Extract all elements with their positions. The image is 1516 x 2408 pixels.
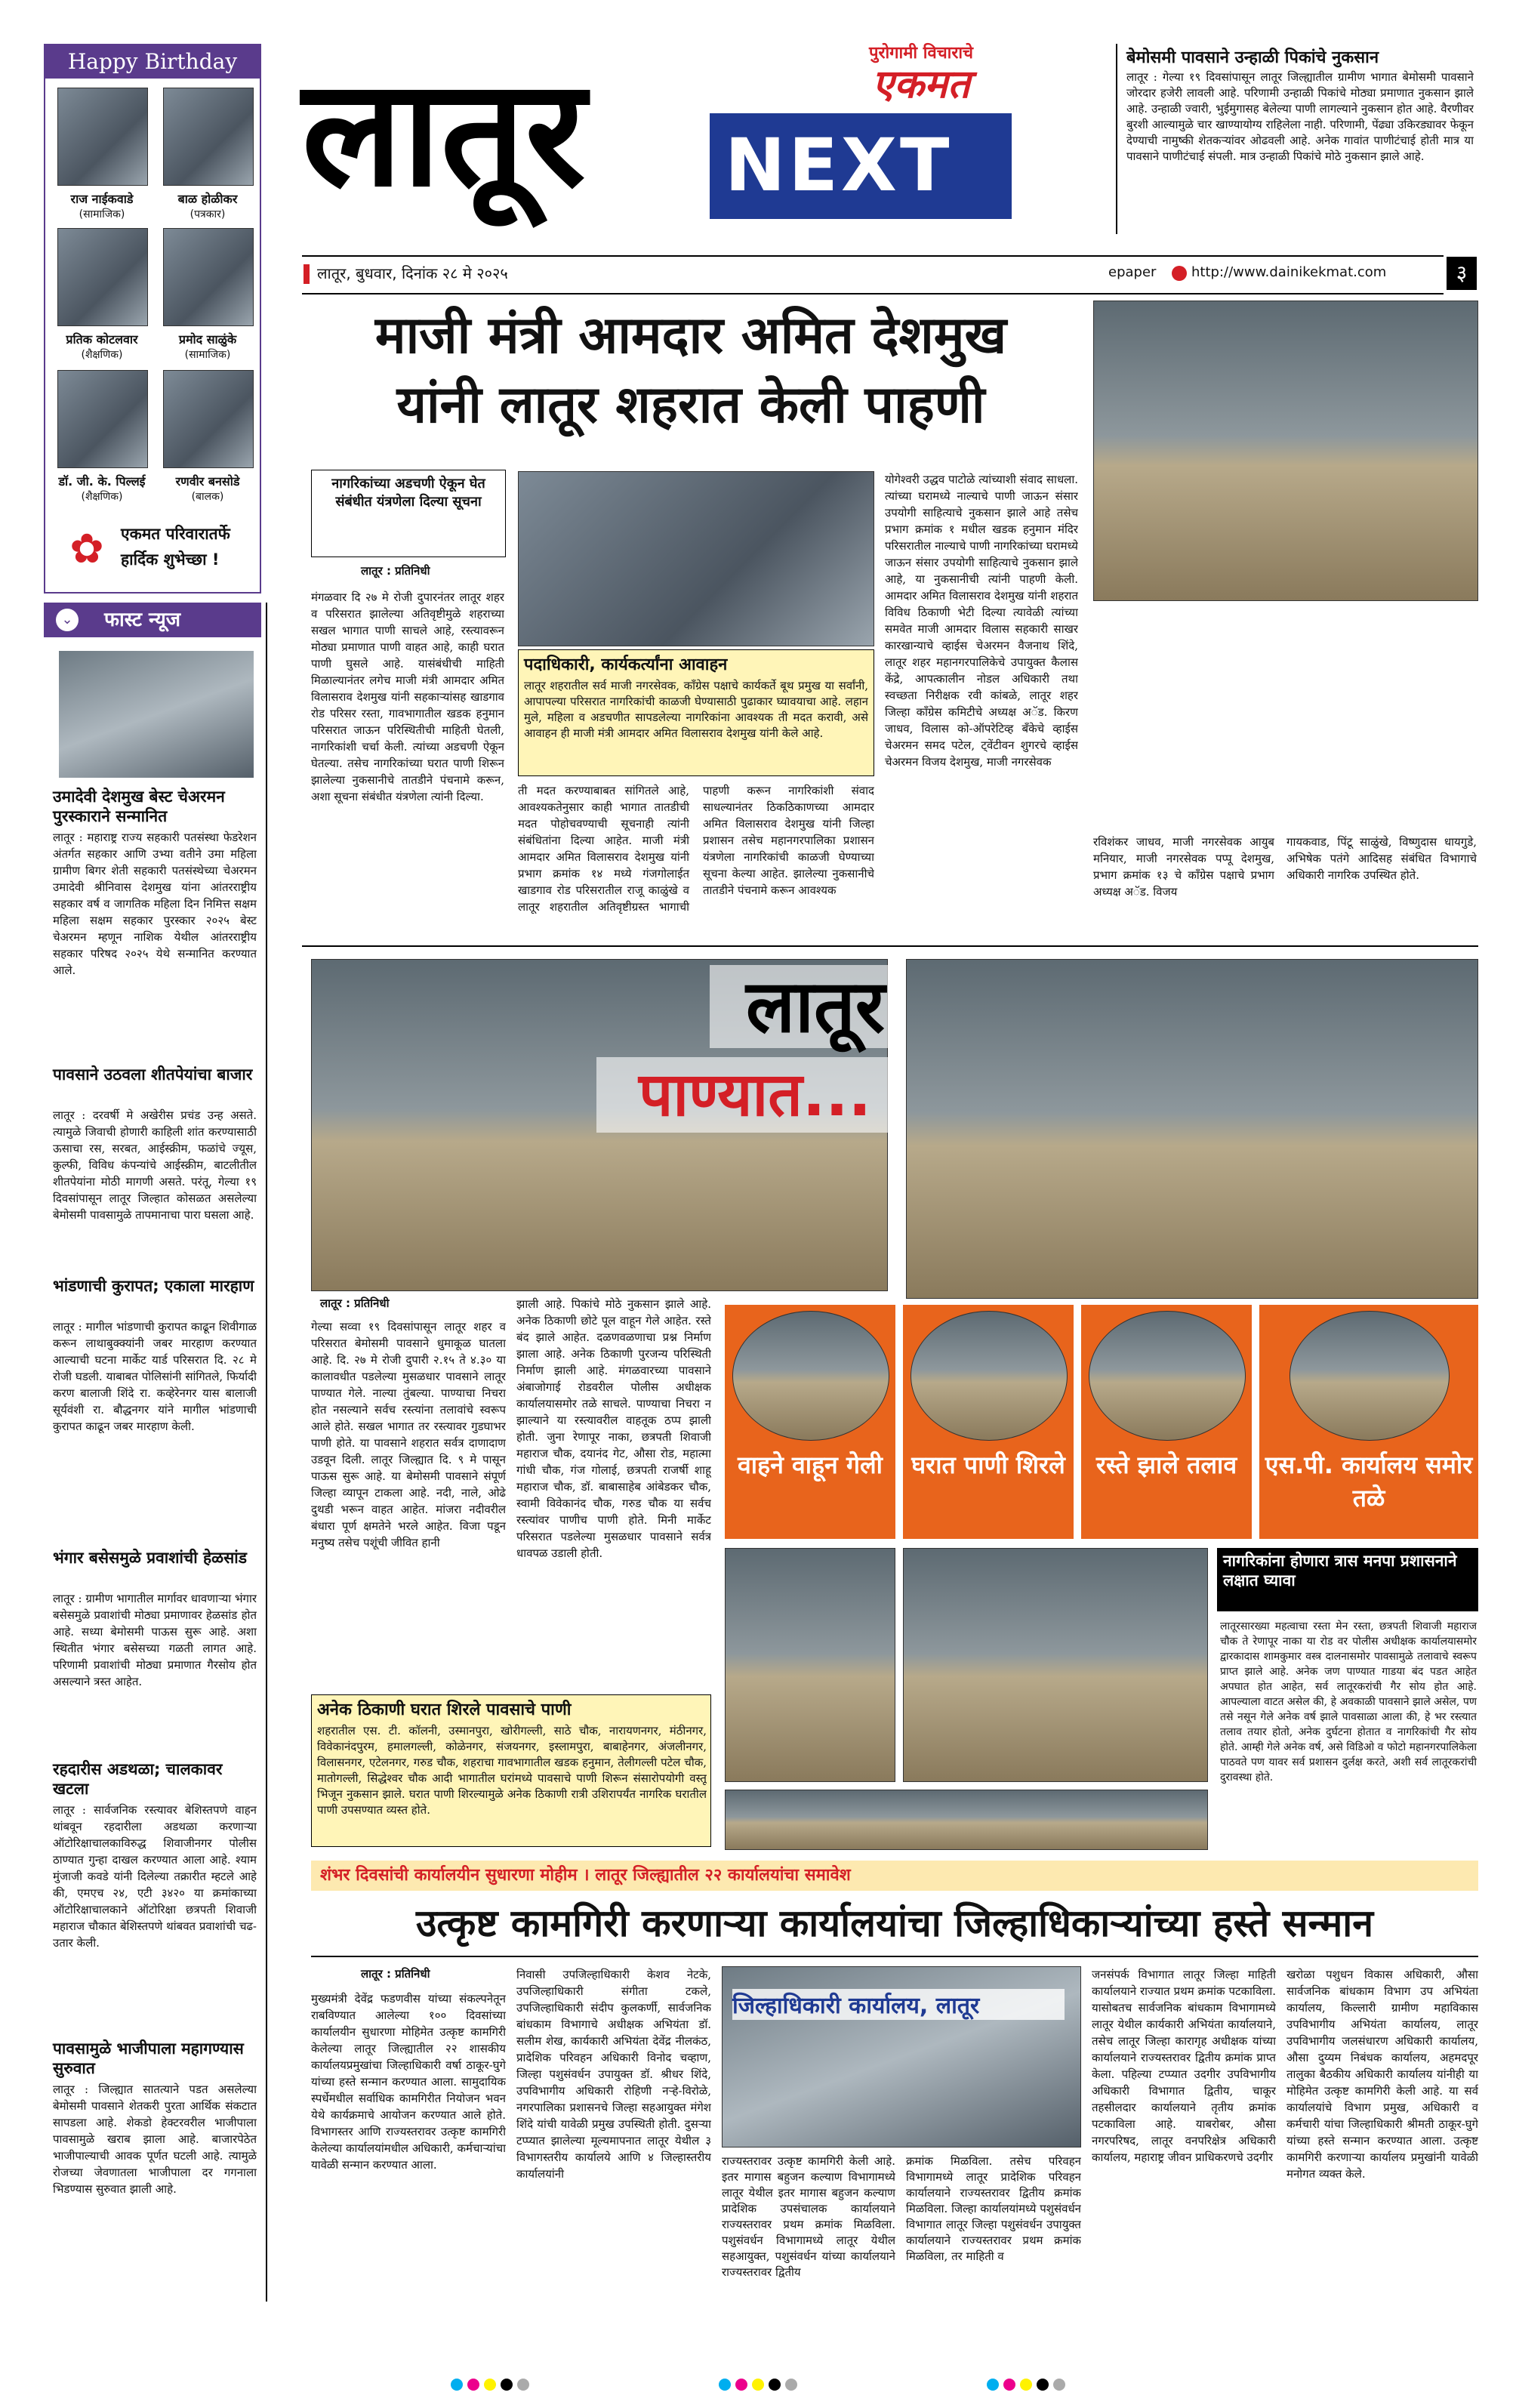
flood-photo-road <box>725 1790 1208 1850</box>
news-headline: भांडणाची कुरापत; एकाला मारहाण <box>53 1277 254 1295</box>
globe-icon <box>1172 266 1187 281</box>
appeal-headline: पदाधिकारी, कार्यकर्त्यांना आवाहन <box>524 655 728 674</box>
campaign-col2: निवासी उपजिल्हाधिकारी केशव नेटके, उपजिल्हाधिकारी संगीता टकले, उपजिल्हाधिकारी संदीप कुलकर्णी, सार्वजनिक बांधकाम विभागाचे अधीक्षक अभियंता डॉ. सलीम शेख, कार्यकारी अभियंता देवेंद्र नीलकंठ, प्रादेशिक परिवहन अधिकारी विनोद चव्हाण, जिल्हा पशुसंवर्धन उपायुक्त डॉ. श्रीधर शिंदे, उपविभागीय अधिकारी रोहिणी नऱ्हे-विरोळे, नगरपालिका प्रशासनचे जिल्हा सहआयुक्त मंगेश शिंदे यांची यावेळी प्रमुख उपस्थिती होती. दुसऱ्या टप्प्यात झालेल्या मूल्यमापनात लातूर येथील ३ विभागस्तरीय कार्यालये आणि ४ जिल्हास्तरीय कार्यालयांनी <box>516 1968 711 2181</box>
person-role: (बालक) <box>191 491 224 503</box>
houses-body: शहरातील एस. टी. कॉलनी, उस्मानपुरा, खोरीगल्ली, साठे चौक, नारायणनगर, मंठीनगर, विवेकानंदपुरम, हमालगल्ली, कोळेनगर, संजयनगर, इस्लामपुरा, बाबाहेनगर, अंजलीनगर, विलासनगर, एटेलनगर, गरुड चौक, शहराचा गावभागातील खडक हनुमान, तेलीगल्ली पटेल चौक, मातोगल्ली, सिद्धेश्वर चौक आदी भागातील घरांमध्ये पावसाचे पाणी शिरून संसारोपयोगी वस्तू भिजून नुकसान झाले. घरात पाणी शिरल्यामुळे अनेक ठिकाणी रात्री उशिरापर्यंत नागरिक घरातील पाणी उपसण्यात व्यस्त होते. <box>317 1724 707 1817</box>
avatar <box>163 228 254 326</box>
campaign-kicker <box>311 1861 1478 1891</box>
person-name: डॉ. जी. के. पिल्लई <box>58 474 146 489</box>
lead-col5: गायकवाड, पिंटू साळुंखे, विष्णुदास धायगुडे, अभिषेक पतंगे आदिसह संबंधित विभागाचे अधिकारी नागरिक उपस्थित होते. <box>1286 835 1477 882</box>
lead-byline: लातूर : प्रतिनिधी <box>361 564 430 578</box>
news-body: लातूर : जिल्ह्यात सातत्याने पडत असलेल्या बेमोसमी पावसाने शेतकरी पुरता आर्थिक संकटात सापडला आहे. शेकडो हेक्टरवरील भाजीपाला पावसामुळे खराब झाला आहे. बाजारपेठेत भाजीपाल्याची आवक पूर्णत घटली आहे. त्यामुळे रोजच्या जेवणातला भाजीपाला दर गगनाला भिडण्यास सुरुवात झाली आहे. <box>53 2083 257 2196</box>
citizens-body: लातूरसारख्या महत्वाचा रस्ता मेन रस्ता, छत्रपती शिवाजी महाराज चौक ते रेणापूर नाका या रोड वर पोलीस अधीक्षक कार्यालयासमोर द्वारकादास शामकुमार वस्त्र दालनासमोर पावसामुळे तलावाचे स्वरूप प्राप्त झाले आहे. अनेक जण पाण्यात गाडया बंद पडत आहेत अपघात होत आहेत, सर्व लातूरकरांची गैर सोय होत आहे. आपल्याला वाटत असेल की, हे अवकाळी पावसाने झाले असेल, पण तसे नसून गेले अनेक वर्ष झाले पावसाळा आला की, हे भर रस्त्यात तलाव तयार होतो, अनेक दुर्घटना होतात व नागरिकांची गैर सोय होते. आम्ही गेले अनेक वर्ष, असे विडिओ व फोटो महानगरपालिकेला पाठवते पण यावर सर्व प्रशासन दुर्लक्ष करते, अशी सर्व लातूरकरांची दुरावस्था होते. <box>1220 1620 1477 1784</box>
person-name: रणवीर बनसोडे <box>175 474 240 489</box>
avatar <box>57 228 148 326</box>
lead-headline-line2: यांनी लातूर शहरात केली पाहणी <box>396 375 985 435</box>
site-url[interactable]: http://www.dainikekmat.com <box>1191 264 1387 280</box>
lead-subhead <box>311 470 506 557</box>
tile-label: रस्ते झाले तलाव <box>1095 1451 1237 1479</box>
fast-news-label: फास्ट न्यूज <box>104 609 181 631</box>
tile-label: एस.पी. कार्यालय समोर तळे <box>1265 1451 1473 1512</box>
flood-byline: लातूर : प्रतिनिधी <box>320 1296 390 1310</box>
dateline-rule <box>302 255 1444 257</box>
fast-news-bar <box>44 603 261 637</box>
avatar <box>57 370 148 468</box>
campaign-col5: जनसंपर्क विभागात लातूर जिल्हा माहिती कार्यालयाने राज्यात प्रथम क्रमांक पटकाविला. यासोबतच सार्वजनिक बांधकाम विभागामध्ये लातूर येथील कार्यकारी अभियंता कार्यालयाने, तसेच लातूर जिल्हा कारागृह अधीक्षक यांच्या कार्यालयाने राज्यस्तरावर द्वितीय क्रमांक प्राप्त केला. पहिल्या टप्प्यात उदगीर उपविभागीय अधिकारी विभागात द्वितीय, चाकूर तहसीलदार कार्यालयाने तृतीय क्रमांक पटकाविला आहे. याबरोबर, औसा नगरपरिषद, लातूर वनपरिक्षेत्र अधिकारी कार्यालय, महाराष्ट्र जीवन प्राधिकरणचे उदगीर <box>1092 1968 1276 2164</box>
lead-col2: ती मदत करण्याबाबत सांगितले आहे, आवश्यकतेनुसार काही भागात तातडीची मदत पोहोचवण्याची सूचनाही त्यांनी संबंधितांना दिल्या आहेत. माजी मंत्री आमदार अमित विलासराव देशमुख यांनी प्रभाग क्रमांक १४ मध्ये गंजगोलाईत खाडगाव रोड परिसरातील राजू काळुंखे व लातूर शहरातील अतिवृष्टीग्रस्त भागाची पाहणी करून नागरिकांशी संवाद साधल्यानंतर ठिकठिकाणच्या आमदार अमित विलासराव देशमुख यांनी जिल्हा प्रशासन तसेच महानगरपालिका प्रशासन यंत्रणेला नागरिकांची काळजी घेण्याच्या सूचना केल्या आहेत. झालेल्या नुकसानीचे तातडीने पंचनामे करून आवश्यक <box>518 784 874 914</box>
person-name: प्रमोद साळुंके <box>178 332 237 347</box>
tile-label: घरात पाणी शिरले <box>911 1451 1065 1479</box>
lead-col1: मंगळवार दि २७ मे रोजी दुपारनंतर लातूर शहर व परिसरात झालेल्या अतिवृष्टीमुळे शहराच्या सखल भागात पाणी साचले आहे, रस्त्यावरून मोठ्या प्रमाणात पाणी वाहत आहे, काही घरात पाणी घुसले आहे. यासंबंधीची माहिती मिळाल्यानंतर लगेच माजी मंत्री आमदार अमित विलासराव देशमुख यांनी सहकाऱ्यांसह खाडगाव रोड परिसर रस्ता, गावभागातील खडक हनुमान परिसरात जाऊन परिस्थितीची माहिती घेतली, नागरिकांशी चर्चा केली. त्यांच्या अडचणी ऐकून घेतल्या. तसेच नागरिकांच्या घरात पाणी शिरून झालेल्या नुकसानीचे तातडीने पंचनामे करून, अशा सूचना संबंधीत यंत्रणेला त्यांनी दिल्या. <box>311 590 504 803</box>
campaign-kicker-text: शंभर दिवसांची कार्यालयीन सुधारणा मोहीम । लातूर जिल्ह्यातील २२ कार्यालयांचा समावेश <box>320 1866 851 1885</box>
campaign-col3: राज्यस्तरावर उत्कृष्ट कामगिरी केली आहे. इतर मागास बहुजन कल्याण विभागामध्ये लातूर येथील इतर मागास बहुजन कल्याण प्रादेशिक उपसंचालक कार्यालयाने राज्यस्तरावर प्रथम क्रमांक मिळविला. पशुसंवर्धन विभागामध्ये लातूर येथील सहआयुक्त, पशुसंवर्धन यांच्या कार्यालयाने राज्यस्तरावर द्वितीय <box>722 2154 895 2279</box>
flood-col2: झाली आहे. पिकांचे मोठे नुकसान झाले आहे. अनेक ठिकाणी छोटे पूल वाहून गेले आहेत. रस्ते बंद झाले आहेत. दळणवळणाचा प्रश्न निर्माण झाला आहे. अनेक ठिकाणी पुरजन्य परिस्थिती निर्माण झाली आहे. मंगळवारच्या पावसाने अंबाजोगाई रोडवरील पोलीस अधीक्षक कार्यालयासमोर तळे साचले. पाण्याचा निचरा न झाल्याने या रस्त्यावरील वाहतूक ठप्प झाली होती. जुना रेणापूर नाका, छत्रपती शिवाजी महाराज चौक, दयानंद गेट, औसा रोड, महात्मा गांधी चौक, गंज गोलाई, छत्रपती राजर्षी शाहू महाराज चौक, डॉ. बाबासाहेब आंबेडकर चौक, स्वामी विवेकानंद चौक, गरुड चौक या सर्वच रस्त्यांवर पाणीच पाणी होते. मिनी मार्केट परिसरात पडलेल्या मुसळधार पावसाने सर्वत्र धावपळ उडाली होती. <box>516 1297 711 1560</box>
campaign-col6: खरोळा पशुधन विकास अधिकारी, औसा सार्वजनिक बांधकाम विभाग उप अभियंता कार्यालय, किल्लारी ग्रामीण महाविकास उपविभागीय अभियंता कार्यालय, लातूर उपविभागीय जलसंधारण अधिकारी कार्यालय, औसा दुय्यम निबंधक कार्यालय, अहमदपूर तालुका बैठकीय अधिकारी कार्यालय यांनीही या मोहिमेत उत्कृष्ट कामगिरी केली आहे. या सर्व कार्यालयांचे विभाग प्रमुख, अधिकारी व कर्मचारी यांचा जिल्हाधिकारी श्रीमती ठाकूर-घुगे यांच्या हस्ते सन्मान करण्यात आला. उत्कृष्ट कामगिरी करणाऱ्या कार्यालय प्रमुखांनी यावेळी मनोगत व्यक्त केले. <box>1286 1968 1478 2181</box>
news-body: लातूर : ग्रामीण भागातील मार्गावर धावणाऱ्या भंगार बसेसमुळे प्रवाशांची मोठ्या प्रमाणावर हेळसांड होत आहे. सध्या बेमोसमी पाऊस सुरू आहे. अशा स्थितीत भंगार बसेसच्या गळती लागत आहे. परिणामी प्रवाशांची मोठ्या प्रमाणात गैरसोय होत असल्याने त्रस्त आहेत. <box>53 1592 257 1688</box>
person-role: (शैक्षणिक) <box>81 349 123 361</box>
campaign-headline: उत्कृष्ट कामगिरी करणाऱ्या कार्यालयांचा जिल्हाधिकाऱ्यांच्या हस्ते सन्मान <box>416 1901 1373 1945</box>
wishes-text: एकमत परिवारातर्फे हार्दिक शुभेच्छा ! <box>121 525 230 569</box>
tile-photo <box>911 1311 1068 1441</box>
flower-icon: ✿ <box>69 525 104 572</box>
flood-title-line2: पाण्यात... <box>596 1057 914 1133</box>
lead-col4: रविशंकर जाधव, माजी नगरसेवक आयुब मनियार, माजी नगरसेवक पप्पू देशमुख, प्रभाग क्रमांक १३ चे काँग्रेस पक्षाचे प्रभाग अध्यक्ष अॅड. विजय <box>1093 835 1274 899</box>
flood-col1: गेल्या सव्वा १९ दिवसांपासून लातूर शहर व परिसरात बेमोसमी पावसाने धुमाकूळ घातला आहे. दि. २७ मे रोजी दुपारी २.१५ ते ४.३० या कालावधीत पडलेल्या मुसळधार पावसाने लातूर पाण्यात गेले. नाल्या तुंबल्या. पाण्याचा निचरा होत नसल्याने सर्वच रस्त्यांना तलावांचे स्वरूप आले होते. सखल भागात तर रस्त्यावर गुडघाभर पाणी होते. या पावसाने शहरात सर्वत्र दाणादाण उडवून दिली. लातूर जिल्ह्यात दि. ९ मे पासून पाऊस सुरू आहे. या बेमोसमी पावसाने संपूर्ण जिल्हा व्यापून टाकला आहे. नदी, नाले, ओढे दुथडी भरून वाहत आहेत. मांजरा नदीवरील बंधारा पूर्ण क्षमतेने भरले आहेत. विजा पडून मनुष्य तसेच पशूंची जीवित हानी <box>311 1320 506 1549</box>
tagline: पुरोगामी विचाराचे <box>868 44 974 63</box>
chevron-down-icon: ⌄ <box>56 609 79 631</box>
flood-photo-traffic <box>725 1548 895 1782</box>
news-headline: पावसाने उठवला शीतपेयांचा बाजार <box>53 1065 253 1084</box>
dateline-rule-bottom <box>302 293 1444 294</box>
news-photo <box>59 651 254 778</box>
campaign-col1: मुख्यमंत्री देवेंद्र फडणवीस यांच्या संकल्पनेतून राबविण्यात आलेल्या १०० दिवसांच्या कार्यालयीन सुधारणा मोहिमेत उत्कृष्ट कामगिरी केलेल्या लातूर जिल्ह्यातील २२ शासकीय कार्यालयप्रमुखांचा जिल्हाधिकारी वर्षा ठाकूर-घुगे यांच्या हस्ते सन्मान करण्यात आला. सामुदायिक स्पर्धेमधील सर्वाधिक कामगिरीत नियोजन भवन येथे कार्यक्रमाचे आयोजन करण्यात आले होते. विभागस्तर आणि राज्यस्तरावर उत्कृष्ट कामगिरी केलेल्या कार्यालयांमधील अधिकारी, कर्मचाऱ्यांचा यावेळी सन्मान करण्यात आला. <box>311 1992 506 2172</box>
citizens-headline: नागरिकांना होणारा त्रास मनपा प्रशासनाने लक्षात घ्यावा <box>1223 1552 1457 1589</box>
next-logo-text: NEXT <box>725 123 953 208</box>
column-divider <box>266 603 267 2302</box>
registration-marks <box>0 2379 1516 2401</box>
flood-title-line1: लातूर <box>710 965 921 1048</box>
news-body: लातूर : मागील भांडणाची कुरापत काढून शिवीगाळ करून लाथाबुक्क्यांनी जबर मारहाण करण्यात आल्याची घटना मार्केट यार्ड परिसरात दि. २८ मे रोजी घडली. याबाबत पोलिसांनी सांगितले, फिर्यादी करण बालाजी शिंदे रा. कव्हेरेनगर यास बालाजी सूर्यवंशी रा. बौद्धनगर यांने मागील भांडणाची कुरापत काढून जबर मारहाण केली. <box>53 1320 257 1433</box>
person-role: (सामाजिक) <box>79 208 125 220</box>
dateline: लातूर, बुधवार, दिनांक २८ मे २०२५ <box>317 264 508 282</box>
campaign-col4: क्रमांक मिळविला. तसेच परिवहन विभागामध्ये लातूर प्रादेशिक परिवहन कार्यालयाने राज्यस्तरावर द्वितीय क्रमांक मिळविला. जिल्हा कार्यालयांमध्ये पशुसंवर्धन विभागात लातूर जिल्हा पशुसंवर्धन उपायुक्त कार्यालयाने राज्यस्तरावर प्रथम क्रमांक मिळविला, तर माहिती व <box>906 2154 1081 2263</box>
flood-tile <box>1259 1305 1478 1539</box>
campaign-rule <box>311 1956 1478 1957</box>
epaper-label: epaper <box>1108 264 1157 280</box>
flood-tile <box>903 1305 1074 1539</box>
news-headline: उमादेवी देशमुख बेस्ट चेअरमन पुरस्काराने सन्मानित <box>53 788 225 825</box>
lead-headline-line1: माजी मंत्री आमदार अमित देशमुख <box>374 306 1007 365</box>
news-headline: पावसामुळे भाजीपाला महागण्यास सुरुवात <box>53 2040 244 2077</box>
news-body: लातूर : सार्वजनिक रस्त्यावर बेशिस्तपणे वाहन थांबवून रहदारीला अडथळा करणाऱ्या ऑटोरिक्षाचालकाविरुद्ध शिवाजीनगर पोलीस ठाण्यात गुन्हा दाखल करण्यात आला आहे. श्याम मुंजाजी कवडे यांनी दिलेल्या तक्रारीत म्हटले आहे की, एमएच २४, एटी ३४२० या क्रमांकाच्या ऑटोरिक्षाचालकाने ऑटोरिक्षा छत्रपती शिवाजी महाराज चौकात बेशिस्तपणे थांबवत प्रवाशांची चढ-उतार केली. <box>53 1803 257 1950</box>
avatar <box>57 88 148 186</box>
news-headline: रहदारीस अडथळा; चालकावर खटला <box>53 1760 223 1798</box>
page-number: ३ <box>1447 257 1477 290</box>
tile-photo <box>732 1311 889 1441</box>
houses-headline: अनेक ठिकाणी घरात शिरले पावसाचे पाणी <box>317 1700 572 1719</box>
lead-subhead-text: नागरिकांच्या अडचणी ऐकून घेत संबंधीत यंत्रणेला दिल्या सूचना <box>331 476 485 510</box>
flood-tile <box>725 1305 895 1539</box>
news-body: लातूर : दरवर्षी मे अखेरीस प्रचंड उन्ह असते. त्यामुळे जिवाची होणारी काहिली शांत करण्यासाठी ऊसाचा रस, सरबत, आईस्क्रीम, फळांचे ज्यूस, कुल्फी, विविध कंपन्यांचे आईस्क्रीम, बाटलीतील शीतपेयांना मोठी मागणी असते. परंतू, गेल्या १९ दिवसांपासून लातूर जिल्हात कोसळत असलेल्या बेमोसमी पावसामुळे तापमानाचा पारा घसला आहे. <box>53 1108 257 1222</box>
news-headline: भंगार बसेसमुळे प्रवाशांची हेळसांड <box>53 1549 247 1567</box>
birthday-title: Happy Birthday <box>45 45 260 79</box>
avatar <box>163 88 254 186</box>
lead-col3: योगेश्वरी उद्धव पाटोळे त्यांच्याशी संवाद साधला. त्यांच्या घरामध्ये नाल्याचे पाणी जाऊन संसार उपयोगी साहित्याचे नुकसान झाले आहे तसेच प्रभाग क्रमांक १ मधील खडक हनुमान मंदिर परिसरातील नाल्याचे पाणी नागरिकांच्या घरामध्ये जाऊन संसार उपयोगी साहित्याचे नुकसान झाले आहे, या नुकसानीची त्यांनी पाहणी केली. आमदार अमित विलासराव देशमुख यांनी शहरात विविध ठिकाणी भेटी दिल्या त्यावेळी त्यांच्या समवेत माजी आमदार विलास सहकारी साखर कारखान्याचे व्हाईस चेअरमन वैजनाथ शिंदे, लातूर शहर महानगरपालिकेचे उपायुक्त कैलास केंद्रे, आपत्कालीन नोडल अधिकारी तथा स्वच्छता निरीक्षक रवी कांबळे, लातूर शहर जिल्हा काँग्रेस कमिटीचे अध्यक्ष अॅड. किरण जाधव, विलास को-ऑपरेटिव्ह बँकेचे व्हाईस चेअरमन समद पटेल, ट्वेंटीवन शुगरचे व्हाईस चेअरमन विजय देशमुख, माजी नगरसेवक <box>885 473 1078 769</box>
person-role: (शैक्षणिक) <box>81 491 123 503</box>
person-role: (सामाजिक) <box>184 349 231 361</box>
person-name: राज नाईकवाडे <box>70 192 134 206</box>
flood-tile <box>1081 1305 1252 1539</box>
lead-inset-photo <box>518 471 874 646</box>
masthead-title: लातूर <box>302 48 586 220</box>
person-name: बाळ होळीकर <box>177 192 238 206</box>
next-logo <box>710 113 1012 219</box>
flood-photo-right <box>906 959 1478 1299</box>
section-rule <box>302 945 1478 947</box>
campaign-photo-caption: जिल्हाधिकारी कार्यालय, लातूर <box>732 1989 1065 2020</box>
lead-photo <box>1093 301 1478 601</box>
red-marker <box>304 264 310 284</box>
campaign-byline: लातूर : प्रतिनिधी <box>361 1967 430 1981</box>
flood-photo-street <box>903 1548 1208 1782</box>
top-box-body: लातूर : गेल्या १९ दिवसांपासून लातूर जिल्ह्यातील ग्रामीण भागात बेमोसमी पावसाने जोरदार हजेरी लावली आहे. परिणामी उन्हाळी पिकांचे मोठ्या प्रमाणात नुकसान झाले आहे. उन्हाळी ज्वारी, भुईमुगासह बेलेल्या पाणी लागल्याने नुकसान होत आहे. वैरणीवर बुरशी आल्यामुळे चार खाण्यायोग्य राहिलेला नाही. परिणामी, पेंढ्या उकिरड्यावर फेकून देण्याची नामुष्की शेतकऱ्यांवर ओढवली आहे. अनेक गावांत पाणीटंचाई होती मात्र या पावसाने पाणीटंचाई संपली. मात्र उन्हाळी पिकांचे मोठे नुकसान झाले आहे. <box>1126 70 1474 163</box>
tile-photo <box>1290 1311 1450 1441</box>
person-name: प्रतिक कोटलवार <box>66 332 138 347</box>
tile-label: वाहने वाहून गेली <box>738 1451 883 1479</box>
paper-logo: एकमत <box>872 62 970 107</box>
news-body: लातूर : महाराष्ट्र राज्य सहकारी पतसंस्था फेडरेशन अंतर्गत सहकार आणि उभ्या वतीने उमा महिला ग्रामीण बिगर शेती सहकारी पतसंस्थेच्या चेअरमन उमादेवी श्रीनिवास देशमुख यांना आंतरराष्ट्रीय सहकार वर्ष व जागतिक महिला दिन निमित्त सक्षम महिला सक्षम सहकार पुरस्कार २०२५ बेस्ट चेअरमन म्हणून नाशिक येथील आंतरराष्ट्रीय सहकार परिषद २०२५ येथे सन्मानित करण्यात आले. <box>53 831 257 977</box>
top-box-headline: बेमोसमी पावसाने उन्हाळी पिकांचे नुकसान <box>1126 48 1379 67</box>
person-role: (पत्रकार) <box>190 208 226 220</box>
tile-photo <box>1089 1311 1246 1441</box>
appeal-body: लातूर शहरातील सर्व माजी नगरसेवक, काँग्रेस पक्षाचे कार्यकर्ते बूथ प्रमुख या सर्वांनी, आपापल्या परिसरात नागरिकांची काळजी घेण्यासाठी पुढाकार घ्यावयाचा आहे. लहान मुले, महिला व अडचणीत सापडलेल्या नागरिकांना आवश्यक ती मदत करावी, असे आवाहन ही माजी मंत्री आमदार अमित विलासराव देशमुख यांनी केले आहे. <box>524 679 868 740</box>
avatar <box>163 370 254 468</box>
